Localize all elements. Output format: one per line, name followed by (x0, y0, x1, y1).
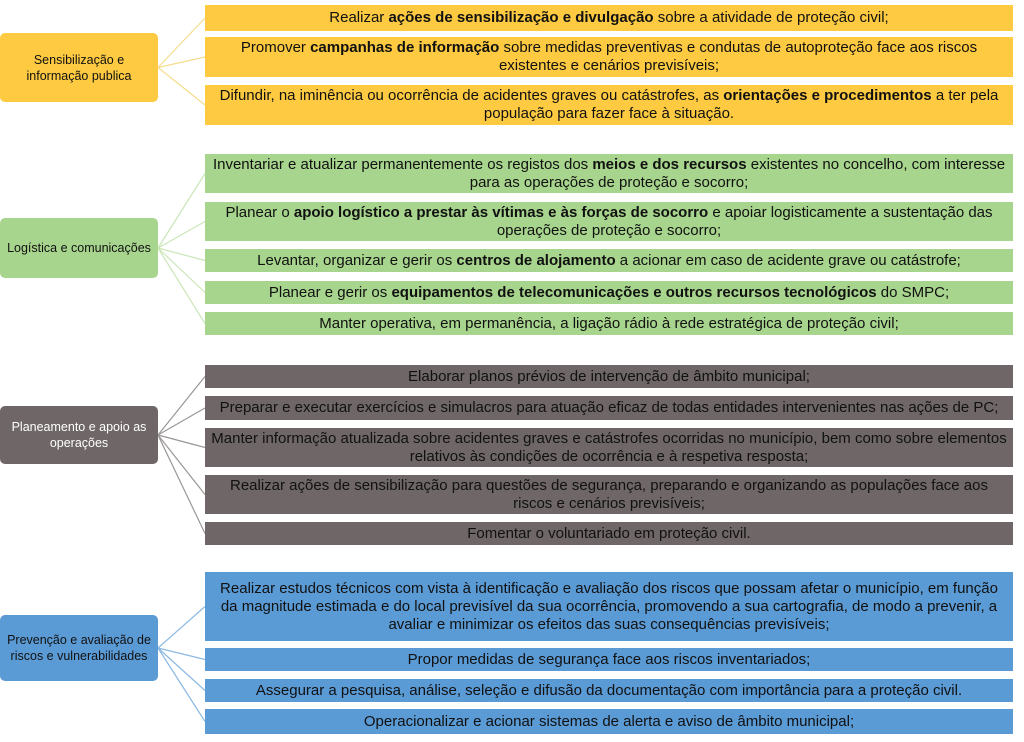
item-text-segment: apoio logístico a prestar às vítimas e às forças de socorro (293, 203, 709, 221)
item-sensibilizacao-2 (205, 37, 1013, 77)
connector-line (158, 648, 205, 691)
item-text-segment: orientações e procedimentos (723, 87, 932, 104)
connector-line (158, 648, 205, 722)
connector-line (158, 607, 205, 649)
item-planeamento-2 (205, 396, 1013, 420)
connector-line (158, 435, 205, 534)
item-text-segment: Fomentar o voluntariado em proteção civil. (467, 524, 751, 542)
item-logistica-2 (205, 202, 1013, 241)
item-prevencao-1 (205, 572, 1013, 641)
item-planeamento-3 (205, 428, 1013, 467)
item-text-segment: Manter operativa, em permanência, a ligação rádio à rede estratégica de proteção civil; (319, 314, 899, 332)
item-text-segment: existentes no concelho, com interesse para as operações de proteção e socorro; (469, 155, 1006, 191)
item-text-segment: Promover (240, 39, 311, 56)
category-prevencao: Prevenção e avaliação de riscos e vulnerabilidades (0, 615, 158, 681)
item-prevencao-4 (205, 709, 1013, 734)
connector-line (158, 222, 205, 249)
item-text-segment: Levantar, organizar e gerir os (257, 251, 457, 269)
item-sensibilizacao-1 (205, 5, 1013, 31)
item-text-segment: campanhas de informação (310, 39, 500, 56)
item-logistica-3 (205, 249, 1013, 272)
item-text-segment: Difundir, na iminência ou ocorrência de acidentes graves ou catástrofes, as (219, 87, 724, 104)
item-text-segment: e apoiar logisticamente a sustentação das operações de proteção e socorro; (496, 203, 993, 239)
item-text-segment: sobre a atividade de proteção civil; (653, 9, 889, 26)
connector-line (158, 174, 205, 249)
item-text-segment: do SMPC; (876, 283, 950, 301)
item-text-segment: Realizar ações de sensibilização para questões de segurança, preparando e organizando as populações face aos riscos e cenários previsíveis; (229, 476, 988, 512)
item-text-segment: centros de alojamento (456, 251, 616, 269)
item-text-segment: Manter informação atualizada sobre acidentes graves e catástrofes ocorridas no município, bem como sobre elementos relativos às condições de ocorrência e à respetiva resposta; (211, 429, 1007, 465)
item-text-segment: Realizar (329, 9, 389, 26)
item-text-segment: Assegurar a pesquisa, análise, seleção e difusão da documentação com importância para a proteção civil. (255, 681, 963, 699)
category-sensibilizacao: Sensibilização e informação publica (0, 33, 158, 102)
item-text-segment: sobre medidas preventivas e condutas de autoproteção face aos riscos existentes e cenários previsíveis; (498, 39, 978, 74)
item-text-segment: Propor medidas de segurança face aos riscos inventariados; (407, 650, 811, 668)
item-text-segment: equipamentos de telecomunicações e outros recursos tecnológicos (391, 283, 877, 301)
item-planeamento-5 (205, 522, 1013, 545)
connector-line (158, 648, 205, 660)
item-planeamento-4 (205, 475, 1013, 514)
connector-line (158, 377, 205, 436)
item-text-segment: Realizar estudos técnicos com vista à identificação e avaliação dos riscos que possam afetar o município, em função da magnitude estimada e do local previsível da sua ocorrência, promovendo a sua cartografia, de modo a prevenir, a avaliar e minimizar os efeitos das suas consequências previsíveis; (220, 579, 998, 633)
connector-line (158, 248, 205, 324)
connector-line (158, 248, 205, 261)
item-prevencao-3 (205, 679, 1013, 702)
item-planeamento-1 (205, 365, 1013, 388)
item-text-segment: a acionar em caso de acidente grave ou catástrofe; (615, 251, 961, 269)
item-logistica-1 (205, 154, 1013, 193)
category-planeamento: Planeamento e apoio as operações (0, 406, 158, 464)
connector-line (158, 435, 205, 495)
item-logistica-4 (205, 281, 1013, 304)
item-text-segment: a ter pela população para fazer face à situação. (483, 87, 999, 122)
item-sensibilizacao-3 (205, 85, 1013, 125)
item-prevencao-2 (205, 648, 1013, 671)
connector-line (158, 435, 205, 448)
connector-line (158, 248, 205, 293)
item-text-segment: meios e dos recursos (592, 155, 747, 173)
item-text-segment: Inventariar e atualizar permanentemente os registos dos (212, 155, 593, 173)
item-text-segment: ações de sensibilização e divulgação (388, 9, 654, 26)
connector-line (158, 68, 205, 106)
connector-line (158, 408, 205, 435)
category-logistica: Logística e comunicações (0, 218, 158, 278)
connector-line (158, 18, 205, 68)
connector-line (158, 57, 205, 68)
item-logistica-5 (205, 312, 1013, 335)
item-text-segment: Preparar e executar exercícios e simulacros para atuação eficaz de todas entidades intervenientes nas ações de PC; (219, 399, 999, 416)
item-text-segment: Planear o (225, 203, 294, 221)
item-text-segment: Elaborar planos prévios de intervenção de âmbito municipal; (408, 367, 810, 385)
item-text-segment: Operacionalizar e acionar sistemas de alerta e aviso de âmbito municipal; (363, 712, 855, 730)
item-text-segment: Planear e gerir os (268, 283, 392, 301)
